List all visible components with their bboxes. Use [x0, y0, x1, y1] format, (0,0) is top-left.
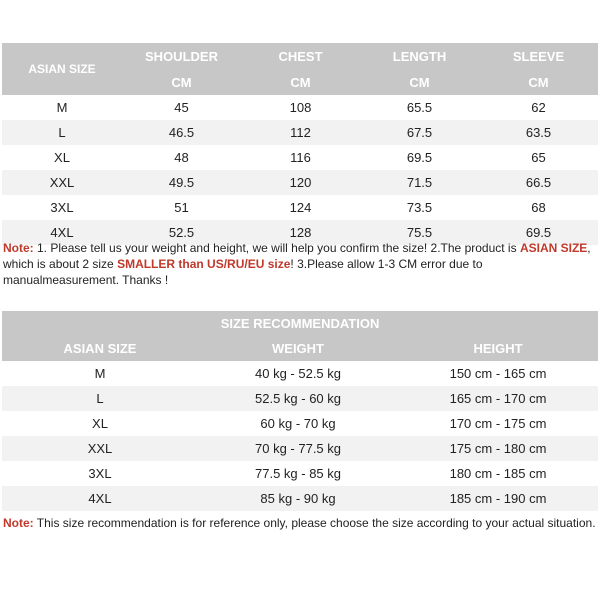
- cell-chest: 116: [290, 150, 311, 165]
- measurement-note: [3, 240, 597, 288]
- recommendation-title: SIZE RECOMMENDATION: [2, 311, 598, 336]
- cell-height: 170 cm - 175 cm: [449, 416, 547, 431]
- table-row: [2, 361, 598, 386]
- unit-sleeve: CM: [479, 69, 598, 95]
- cell-sleeve: 69.5: [479, 220, 598, 245]
- header-chest: CHEST: [241, 43, 360, 69]
- cell-sleeve: 62: [531, 100, 546, 115]
- recommendation-note: [3, 515, 597, 531]
- cell-chest: 112: [241, 120, 360, 145]
- cell-sleeve: 66.5: [479, 170, 598, 195]
- cell-size: L: [2, 120, 122, 145]
- note-label: Note:: [3, 516, 34, 530]
- table-row: [2, 486, 598, 511]
- cell-length: 69.5: [406, 150, 433, 165]
- cell-shoulder: 51: [174, 200, 189, 215]
- header-asian-size: ASIAN SIZE: [2, 336, 198, 361]
- cell-chest: 108: [289, 100, 312, 115]
- cell-weight: 60 kg - 70 kg: [260, 416, 336, 431]
- cell-length: 73.5: [406, 200, 433, 215]
- header-height: HEIGHT: [398, 336, 598, 361]
- header-asian-size: ASIAN SIZE: [2, 43, 122, 95]
- table-row: [2, 436, 598, 461]
- cell-length: 71.5: [360, 170, 479, 195]
- cell-weight: 70 kg - 77.5 kg: [198, 436, 398, 461]
- cell-height: 185 cm - 190 cm: [398, 486, 598, 511]
- note-text: This size recommendation is for reference only, please choose the size according to your actual situation.: [33, 516, 596, 530]
- cell-size: XXL: [2, 170, 122, 195]
- table-row: [2, 120, 598, 145]
- unit-chest: CM: [241, 69, 360, 95]
- note-label: Note:: [3, 241, 34, 255]
- header-shoulder: SHOULDER: [122, 43, 241, 69]
- cell-size: L: [2, 386, 198, 411]
- cell-shoulder: 45: [174, 100, 189, 115]
- unit-shoulder: CM: [122, 69, 241, 95]
- cell-length: 65.5: [406, 100, 433, 115]
- table-row: [2, 411, 598, 436]
- cell-size: 3XL: [88, 466, 112, 481]
- cell-chest: 124: [289, 200, 312, 215]
- cell-size: 4XL: [2, 220, 122, 245]
- cell-size: XL: [54, 150, 70, 165]
- cell-size: M: [56, 100, 68, 115]
- table-row: [2, 195, 598, 220]
- table-row: [2, 461, 598, 486]
- cell-sleeve: 68: [531, 200, 546, 215]
- note-text: 1. Please tell us your weight and height, we will help you confirm the size! 2.The product is: [33, 241, 520, 255]
- cell-sleeve: 65: [531, 150, 546, 165]
- header-weight: WEIGHT: [198, 336, 398, 361]
- cell-size: XXL: [2, 436, 198, 461]
- cell-length: 67.5: [360, 120, 479, 145]
- cell-height: 175 cm - 180 cm: [398, 436, 598, 461]
- note-text: , which is about 2 size: [3, 241, 591, 271]
- cell-weight: 52.5 kg - 60 kg: [198, 386, 398, 411]
- unit-length: CM: [360, 69, 479, 95]
- size-chart-table: [2, 43, 598, 245]
- cell-shoulder: 46.5: [122, 120, 241, 145]
- cell-chest: 120: [241, 170, 360, 195]
- cell-weight: 85 kg - 90 kg: [198, 486, 398, 511]
- cell-chest: 128: [241, 220, 360, 245]
- cell-weight: 40 kg - 52.5 kg: [255, 366, 341, 381]
- size-recommendation-table: [2, 311, 598, 511]
- cell-size: M: [94, 366, 106, 381]
- note-text: ! 3.Please allow 1-3 CM error due to manualmeasurement. Thanks !: [3, 257, 483, 287]
- cell-shoulder: 48: [174, 150, 189, 165]
- cell-shoulder: 49.5: [122, 170, 241, 195]
- cell-height: 165 cm - 170 cm: [398, 386, 598, 411]
- cell-height: 180 cm - 185 cm: [449, 466, 547, 481]
- cell-weight: 77.5 kg - 85 kg: [255, 466, 341, 481]
- header-sleeve: SLEEVE: [479, 43, 598, 69]
- cell-shoulder: 52.5: [122, 220, 241, 245]
- cell-sleeve: 63.5: [479, 120, 598, 145]
- cell-size: 3XL: [50, 200, 74, 215]
- note-highlight-smaller: SMALLER than US/RU/EU size: [117, 257, 291, 271]
- header-length: LENGTH: [360, 43, 479, 69]
- note-highlight-asian-size: ASIAN SIZE: [519, 241, 588, 255]
- cell-height: 150 cm - 165 cm: [449, 366, 547, 381]
- table-row: [2, 145, 598, 170]
- table-row: [2, 95, 598, 120]
- table-row: [2, 170, 598, 195]
- cell-size: XL: [92, 416, 108, 431]
- cell-size: 4XL: [2, 486, 198, 511]
- cell-length: 75.5: [360, 220, 479, 245]
- table-row: [2, 386, 598, 411]
